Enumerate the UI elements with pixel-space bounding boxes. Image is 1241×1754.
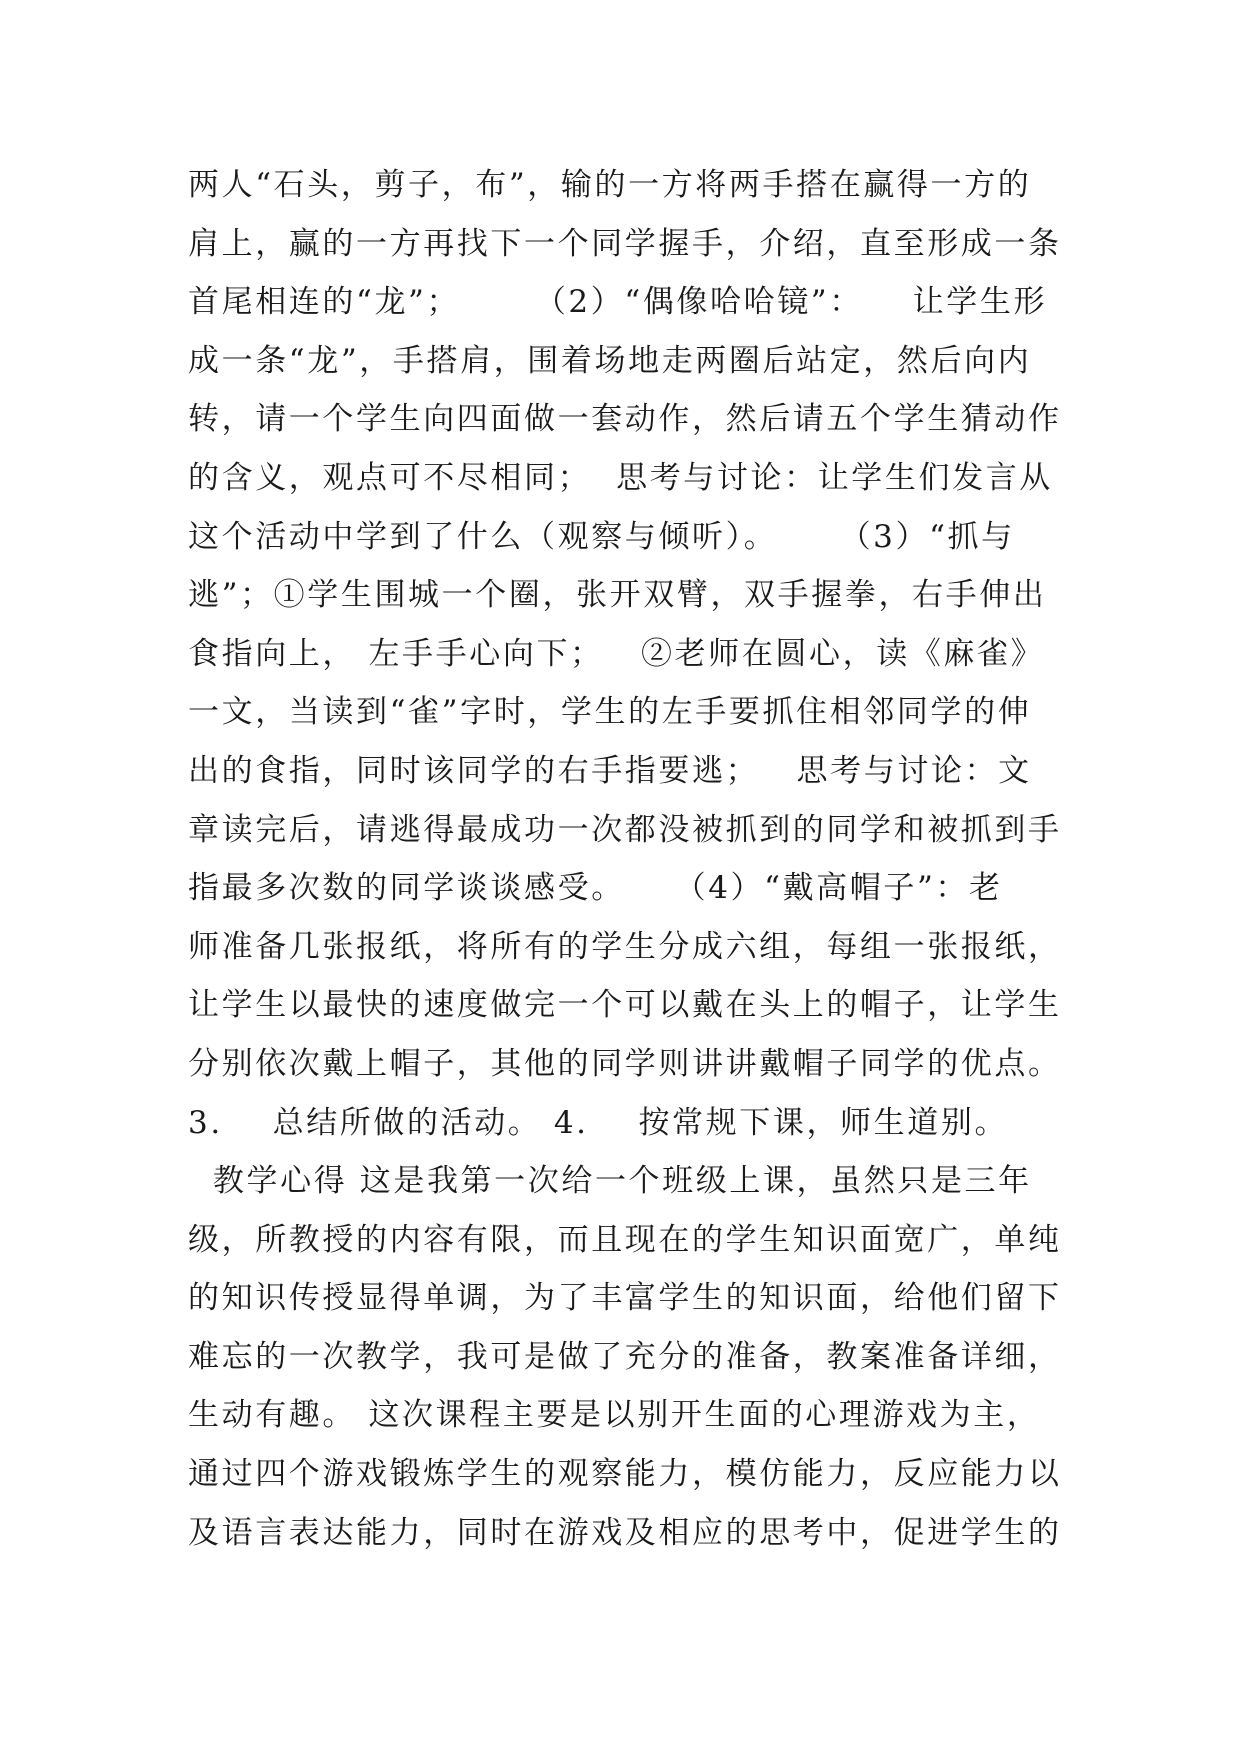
text-line: 这个活动中学到了什么（观察与倾听）。 （3）“抓与	[188, 518, 1015, 555]
text-line: 的知识传授显得单调，为了丰富学生的知识面，给他们留下	[188, 1280, 1062, 1317]
text-line: 两人“石头，剪子，布”，输的一方将两手搭在赢得一方的	[188, 167, 1032, 203]
text-line: 难忘的一次教学，我可是做了充分的准备，教案准备详细，	[188, 1338, 1062, 1375]
text-line: 师准备几张报纸，将所有的学生分成六组，每组一张报纸，	[188, 928, 1062, 965]
text-line: 首尾相连的“龙”； （2）“偶像哈哈镜”： 让学生形	[188, 284, 1048, 321]
text-line: 指最多次数的同学谈谈感受。 （4）“戴高帽子”：老	[188, 870, 1003, 907]
text-line: 及语言表达能力，同时在游戏及相应的思考中，促进学生的	[188, 1514, 1062, 1551]
text-line: 章读完后，请逃得最成功一次都没被抓到的同学和被抓到手	[188, 811, 1062, 848]
text-line: 让学生以最快的速度做完一个可以戴在头上的帽子，让学生	[188, 987, 1062, 1024]
text-line: 转，请一个学生向四面做一套动作，然后请五个学生猜动作	[188, 401, 1062, 438]
body-text	[188, 156, 1068, 1562]
text-line: 逃”；①学生围城一个圈，张开双臂，双手握拳，右手伸出	[188, 577, 1047, 614]
text-line: 食指向上， 左手手心向下； ②老师在圆心，读《麻雀》	[188, 635, 1045, 672]
text-line: 3. 总结所做的活动。 4. 按常规下课，师生道别。	[188, 1104, 1009, 1141]
text-line: 成一条“龙”，手搭肩，围着场地走两圈后站定，然后向内	[188, 342, 1032, 379]
text-line: 通过四个游戏锻炼学生的观察能力，模仿能力，反应能力以	[188, 1456, 1062, 1493]
text-line: 生动有趣。 这次课程主要是以别开生面的心理游戏为主，	[188, 1397, 1041, 1434]
text-line: 肩上，赢的一方再找下一个同学握手，介绍，直至形成一条	[188, 225, 1062, 262]
text-line: 出的食指，同时该同学的右手指要逃； 思考与讨论：文	[188, 752, 1032, 789]
text-line: 的含义，观点可不尽相同； 思考与讨论：让学生们发言从	[188, 459, 1053, 496]
text-line: 一文，当读到“雀”字时，学生的左手要抓住相邻同学的伸	[188, 694, 1032, 731]
text-line: 教学心得 这是我第一次给一个班级上课，虽然只是三年	[188, 1163, 1032, 1200]
text-line: 级，所教授的内容有限，而且现在的学生知识面宽广，单纯	[188, 1221, 1062, 1258]
text-line: 分别依次戴上帽子，其他的同学则讲讲戴帽子同学的优点。	[188, 1045, 1062, 1082]
